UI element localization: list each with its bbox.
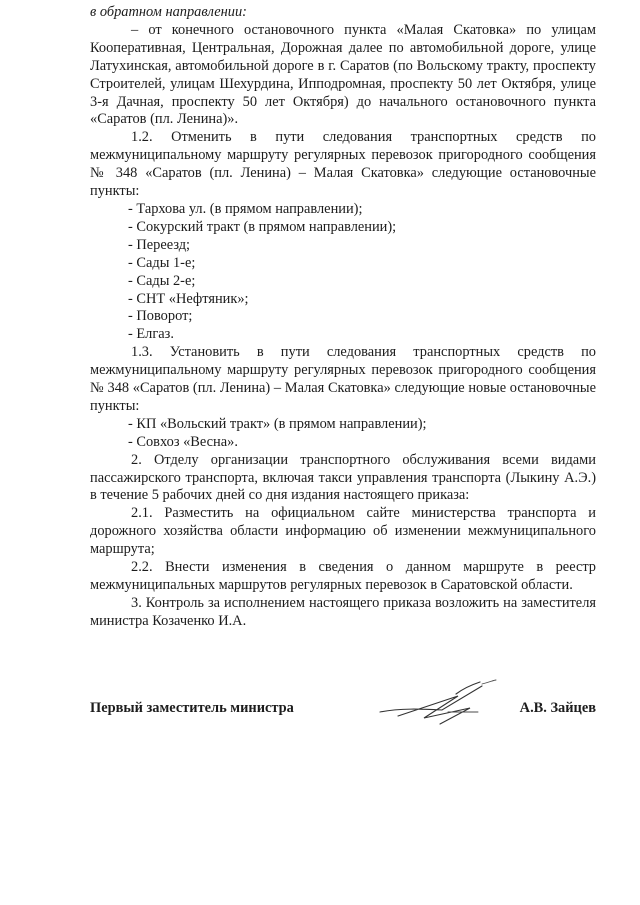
list-item: - Сокурский тракт (в прямом направлении); xyxy=(128,218,397,235)
document-body xyxy=(90,4,596,631)
cancelled-stops-list xyxy=(90,201,596,344)
list-item: - Тархова ул. (в прямом направлении); xyxy=(128,200,363,217)
list-item: - Сады 2-е; xyxy=(128,272,196,289)
item-1-2-paragraph: 1.2. Отменить в пути следования транспортных средств по межмуниципальному маршруту регулярных перевозок пригородного сообщения № 348 «Саратов (пл. Ленина) – Малая Скатовка» следующие остановочные пункты: xyxy=(90,129,596,200)
reverse-route-paragraph: – от конечного остановочного пункта «Малая Скатовка» по улицам Кооперативная, Центральная, Дорожная далее по автомобильной дороге, улице Латухинская, автомобильной дороге в г. Саратов (по Вольскому тракту, проспекту Строителей, улицам Шехурдина, Ипподромная, проспекту 50 лет Октября, улице 3-я Дачная, проспекту 50 лет Октября) до начального остановочного пункта «Саратов (пл. Ленина)». xyxy=(90,21,596,128)
handwritten-signature xyxy=(378,678,498,730)
reverse-direction-heading: в обратном направлении: xyxy=(90,4,247,20)
list-item: - Елгаз. xyxy=(128,326,174,343)
list-item: - Переезд; xyxy=(128,236,191,253)
signatory-position: Первый заместитель министра xyxy=(90,700,294,716)
item-2-paragraph: 2. Отделу организации транспортного обслуживания всеми видами пассажирского транспорта, включая такси управления транспорта (Лыкину А.Э.) в течение 5 рабочих дней со дня издания настоящего приказа: xyxy=(90,451,596,504)
signature-block xyxy=(90,700,596,724)
list-item: - Поворот; xyxy=(128,308,193,325)
list-item: - Сады 1-е; xyxy=(128,254,196,271)
list-item: - СНТ «Нефтяник»; xyxy=(128,290,249,307)
signatory-name: А.В. Зайцев xyxy=(519,700,596,716)
new-stops-list xyxy=(90,416,596,452)
item-2-1-paragraph: 2.1. Разместить на официальном сайте министерства транспорта и дорожного хозяйства области информацию об изменении межмуниципального маршрута; xyxy=(90,505,596,558)
item-1-3-paragraph: 1.3. Установить в пути следования транспортных средств по межмуниципальному маршруту регулярных перевозок пригородного сообщения № 348 «Саратов (пл. Ленина) – Малая Скатовка» следующие новые остановочные пункты: xyxy=(90,344,596,414)
item-3-paragraph: 3. Контроль за исполнением настоящего приказа возложить на заместителя министра Козаченко И.А. xyxy=(90,594,596,629)
list-item: - Совхоз «Весна». xyxy=(128,433,238,450)
item-2-2-paragraph: 2.2. Внести изменения в сведения о данном маршруте в реестр межмуниципальных маршрутов регулярных перевозок в Саратовской области. xyxy=(90,559,596,593)
list-item: - КП «Вольский тракт» (в прямом направлении); xyxy=(128,415,427,432)
